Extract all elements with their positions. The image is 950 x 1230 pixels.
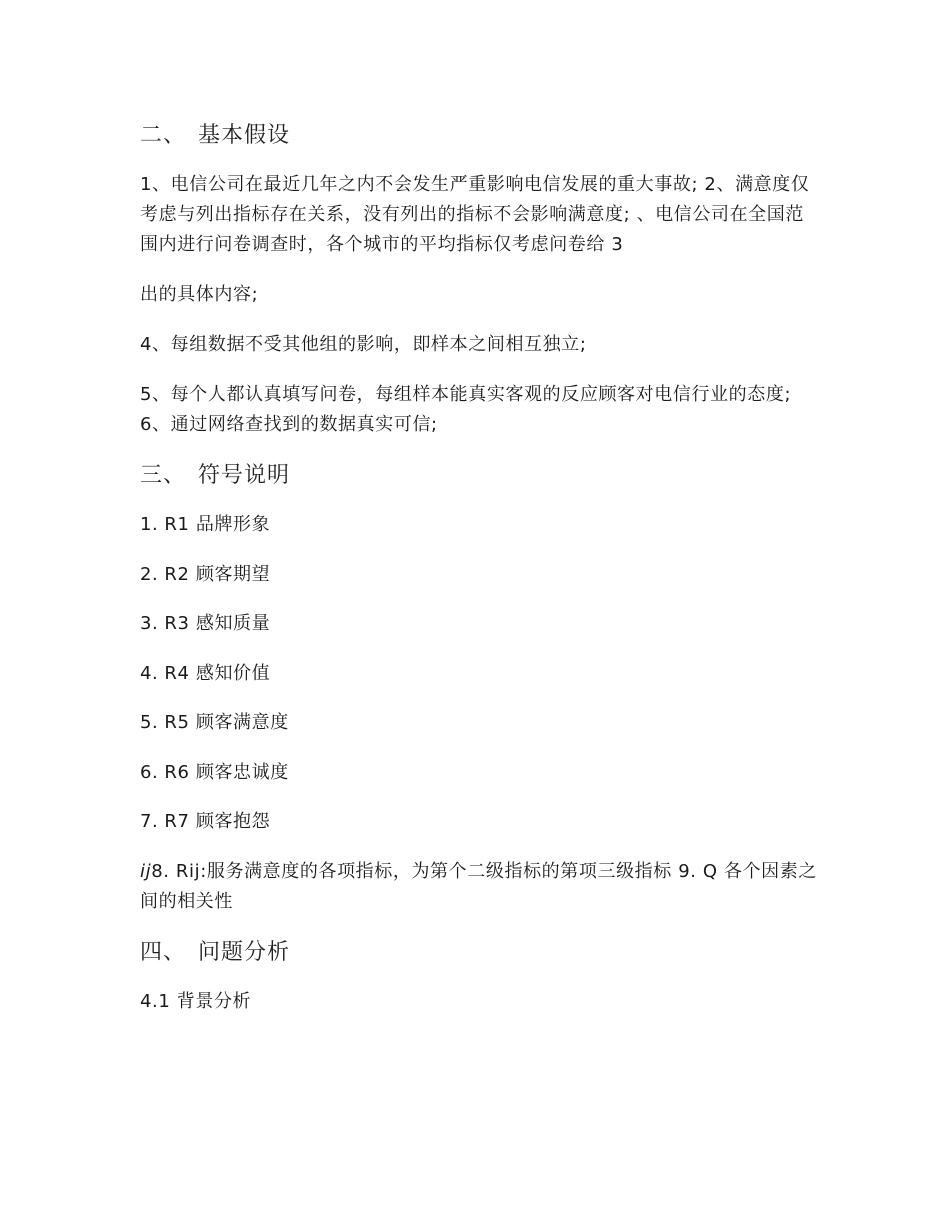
symbol-item [140, 560, 820, 590]
section-number: 三、 [140, 463, 187, 488]
document-page [140, 120, 820, 1036]
section-heading-assumptions [140, 120, 820, 152]
assumption-paragraph-1: 1、电信公司在最近几年之内不会发生严重影响电信发展的重大事故; 2、满意度仅考虑与列出指标存在关系，没有列出的指标不会影响满意度; 、电信公司在全国范围内进行问卷调查时，各个城市的平均指标仅考虑问卷给 3 [140, 174, 810, 255]
symbol-index: 4. [140, 662, 159, 684]
symbol-index: 2. [140, 563, 159, 585]
section-title: 符号说明 [198, 463, 291, 488]
symbol-item [140, 609, 820, 639]
italic-subscript-ij: ij [140, 860, 152, 882]
symbol-index: 6. [140, 761, 159, 783]
assumption-paragraph-3: 4、每组数据不受其他组的影响，即样本之间相互独立; [140, 334, 587, 355]
symbol-item [140, 659, 820, 689]
subsection-title: 4.1 背景分析 [140, 990, 252, 1012]
symbol-item [140, 510, 820, 540]
symbol-index: 5. [140, 712, 159, 733]
symbol-text: R4 感知价值 [164, 662, 271, 684]
assumption-paragraph-4: 5、每个人都认真填写问卷，每组样本能真实客观的反应顾客对电信行业的态度; 6、通过网络查找到的数据真实可信; [140, 384, 792, 435]
symbol-text: R2 顾客期望 [164, 563, 271, 585]
section-number: 四、 [140, 939, 187, 965]
symbol-item-8-paragraph [140, 857, 820, 917]
section-title: 问题分析 [198, 939, 291, 965]
symbol-text: R6 顾客忠诚度 [164, 761, 289, 783]
symbol-item [140, 708, 820, 738]
symbol-item [140, 807, 820, 837]
symbol-index: 3. [140, 613, 159, 634]
symbol-text: R7 顾客抱怨 [164, 811, 271, 832]
symbol-text: R5 顾客满意度 [164, 712, 289, 733]
symbol-index: 1. [140, 514, 159, 535]
section-number: 二、 [140, 123, 187, 148]
section-heading-symbols [140, 460, 820, 492]
section-heading-analysis [140, 937, 820, 969]
section-title: 基本假设 [198, 123, 291, 148]
symbol-index: 7. [140, 811, 159, 832]
assumption-paragraph-2: 出的具体内容; [140, 284, 259, 305]
symbol-item [140, 758, 820, 788]
symbol-text: R3 感知质量 [164, 613, 271, 634]
symbol-text: R1 品牌形象 [164, 514, 271, 535]
symbol-item-8-text: 8. Rij:服务满意度的各项指标，为第个二级指标的第项三级指标 9. Q 各个因素之间的相关性 [140, 860, 817, 912]
